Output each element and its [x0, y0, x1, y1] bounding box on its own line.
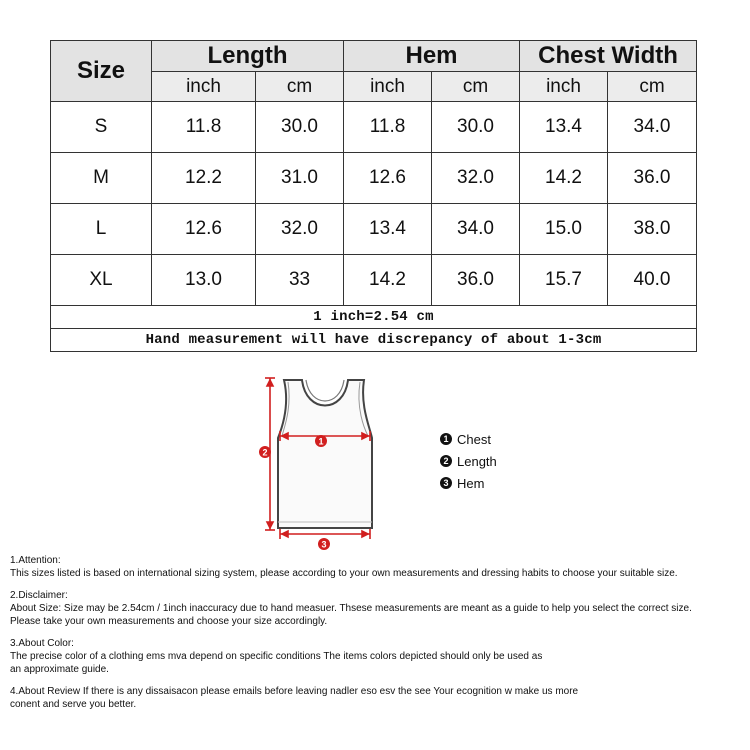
- hem-measure: [280, 529, 370, 539]
- unit-cell: inch: [344, 72, 432, 102]
- length-cm-cell: 30.0: [256, 102, 344, 153]
- header-row: [51, 41, 697, 72]
- disclaimer-title: 2.Disclaimer:: [10, 590, 68, 601]
- legend-number: 3: [440, 477, 452, 489]
- length-cm-cell: 32.0: [256, 204, 344, 255]
- length-inch-cell: 13.0: [152, 255, 256, 306]
- disclaimer-text: Please take your own measurements and choose your size accordingly.: [10, 616, 328, 627]
- review-text: 4.About Review If there is any dissaisacon please emails before leaving nadler eso esv the see Your ecognition w make us more: [10, 686, 579, 697]
- table-row: [51, 102, 697, 153]
- attention-title: 1.Attention:: [10, 555, 61, 566]
- chest-cm-cell: 34.0: [608, 102, 697, 153]
- hem-inch-cell: 12.6: [344, 153, 432, 204]
- marker-3-text: 3: [321, 539, 327, 550]
- legend-label: Chest: [457, 431, 491, 447]
- marker-2-badge: [259, 446, 271, 458]
- marker-1-badge: [315, 435, 327, 447]
- diagram-legend: [440, 428, 497, 494]
- disclaimer-text: About Size: Size may be 2.54cm / 1inch inaccuracy due to hand measuer. Thsese measurements are meant as a guide to help you select the correct size.: [10, 603, 692, 614]
- size-cell: L: [51, 204, 152, 255]
- size-header: Size: [51, 41, 152, 102]
- chest-cm-cell: 40.0: [608, 255, 697, 306]
- chest-inch-cell: 15.0: [520, 204, 608, 255]
- unit-cell: inch: [520, 72, 608, 102]
- conversion-note: 1 inch=2.54 cm: [51, 306, 697, 329]
- chest-inch-cell: 14.2: [520, 153, 608, 204]
- unit-cell: cm: [256, 72, 344, 102]
- color-title: 3.About Color:: [10, 638, 74, 649]
- legend-label: Length: [457, 453, 497, 469]
- table-row: [51, 204, 697, 255]
- length-inch-cell: 11.8: [152, 102, 256, 153]
- discrepancy-note: Hand measurement will have discrepancy of about 1-3cm: [51, 329, 697, 352]
- hem-header: Hem: [344, 41, 520, 72]
- length-inch-cell: 12.2: [152, 153, 256, 204]
- hem-inch-cell: 11.8: [344, 102, 432, 153]
- conversion-row: [51, 306, 697, 329]
- length-cm-cell: 33: [256, 255, 344, 306]
- table-row: [51, 255, 697, 306]
- chest-width-header: Chest Width: [520, 41, 697, 72]
- marker-3-badge: [318, 538, 330, 550]
- tank-top-diagram: [254, 372, 394, 552]
- length-inch-cell: 12.6: [152, 204, 256, 255]
- neckline: [306, 380, 344, 401]
- marker-1-text: 1: [318, 436, 324, 447]
- size-cell: M: [51, 153, 152, 204]
- marker-2-text: 2: [262, 447, 268, 458]
- legend-number: 2: [440, 455, 452, 467]
- unit-cell: inch: [152, 72, 256, 102]
- hem-cm-cell: 34.0: [432, 204, 520, 255]
- color-text: The precise color of a clothing ems mva depend on specific conditions The items colors depicted should only be used as: [10, 651, 543, 662]
- legend-item-hem: [440, 472, 497, 494]
- legend-item-chest: [440, 428, 497, 450]
- table-row: [51, 153, 697, 204]
- tank-top-illustration: [254, 372, 394, 552]
- hem-inch-cell: 14.2: [344, 255, 432, 306]
- length-cm-cell: 31.0: [256, 153, 344, 204]
- chest-inch-cell: 13.4: [520, 102, 608, 153]
- hem-cm-cell: 36.0: [432, 255, 520, 306]
- discrepancy-row: [51, 329, 697, 352]
- review-text: conent and serve you better.: [10, 699, 137, 710]
- legend-item-length: [440, 450, 497, 472]
- hem-cm-cell: 30.0: [432, 102, 520, 153]
- length-header: Length: [152, 41, 344, 72]
- color-text: an approximate guide.: [10, 664, 109, 675]
- hem-inch-cell: 13.4: [344, 204, 432, 255]
- hem-cm-cell: 32.0: [432, 153, 520, 204]
- chest-cm-cell: 36.0: [608, 153, 697, 204]
- size-chart-table: [50, 40, 697, 352]
- unit-cell: cm: [608, 72, 697, 102]
- chest-cm-cell: 38.0: [608, 204, 697, 255]
- legend-number: 1: [440, 433, 452, 445]
- tank-top-outline: [278, 380, 372, 528]
- legend-label: Hem: [457, 475, 485, 491]
- notes-section: [10, 554, 745, 711]
- unit-cell: cm: [432, 72, 520, 102]
- chest-inch-cell: 15.7: [520, 255, 608, 306]
- size-cell: XL: [51, 255, 152, 306]
- size-cell: S: [51, 102, 152, 153]
- attention-text: This sizes listed is based on international sizing system, please according to your own measurements and dressing habits to choose your suitable size.: [10, 568, 678, 579]
